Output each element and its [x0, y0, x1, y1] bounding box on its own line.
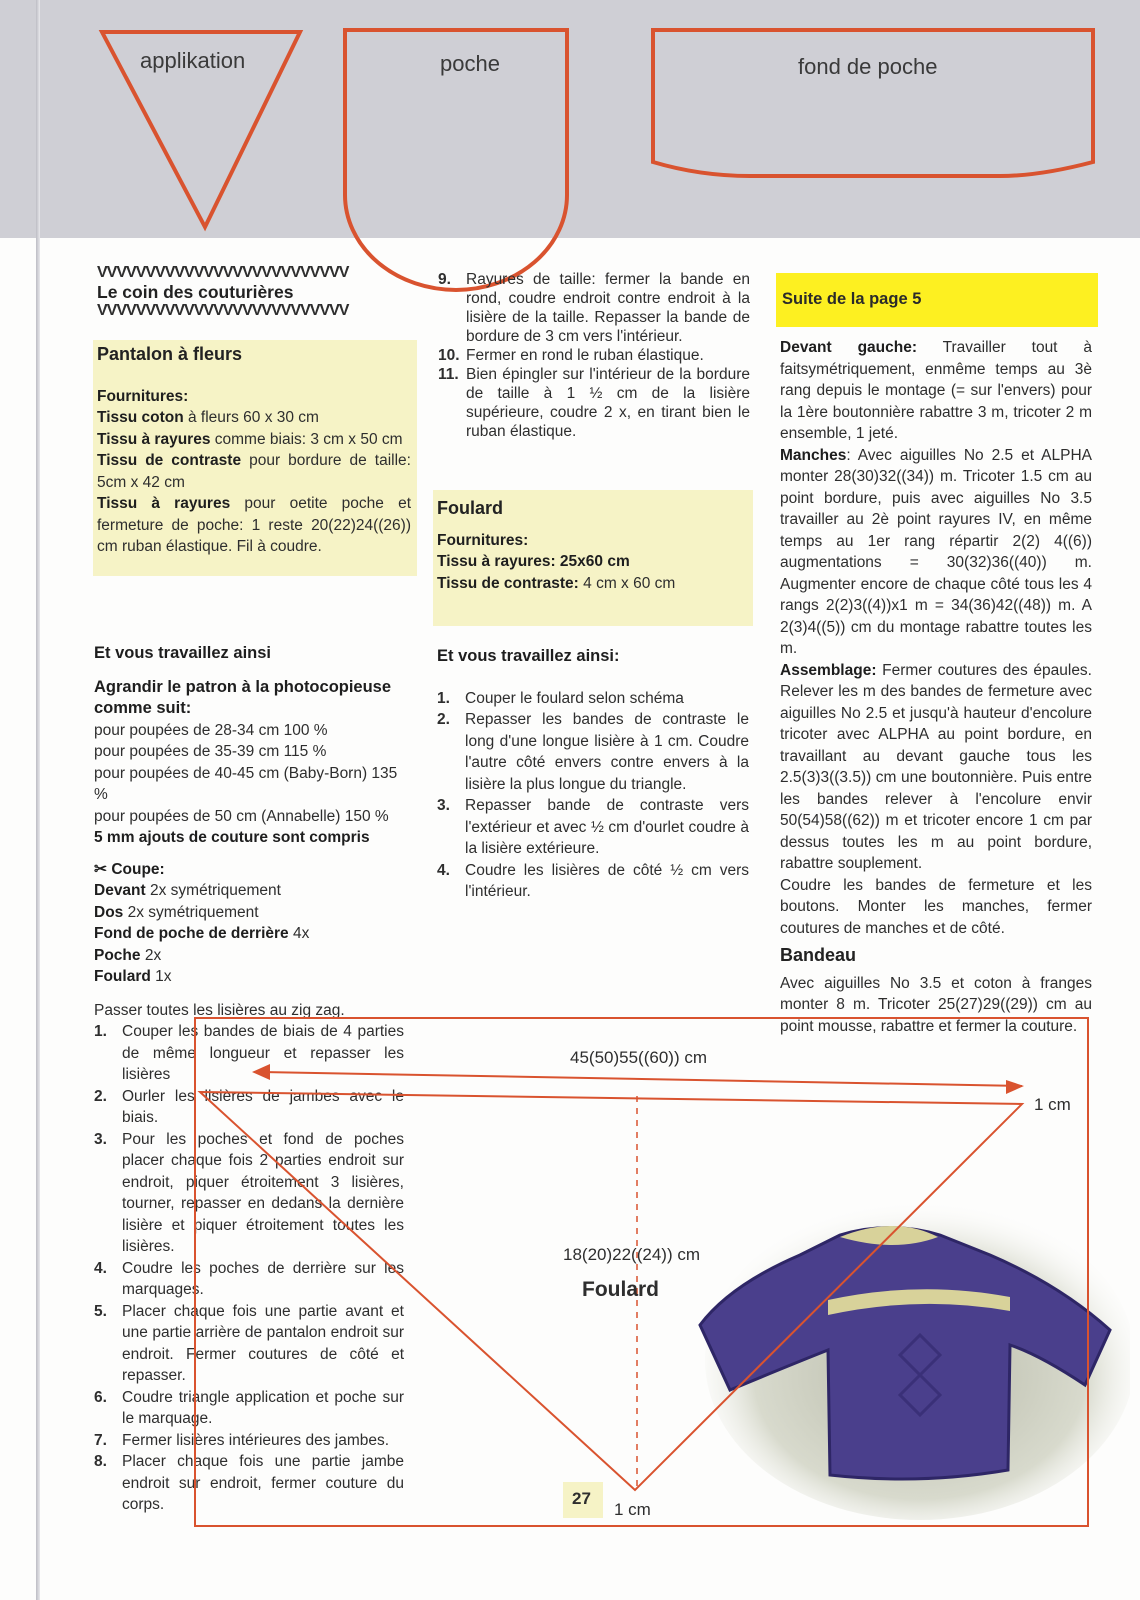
- fourniture-item: Tissu de contraste pour bordure de taille: 5cm x 42 cm: [97, 452, 411, 491]
- width-label: 45(50)55((60)) cm: [570, 1048, 707, 1067]
- fourniture-item: Tissu coton à fleurs 60 x 30 cm: [97, 409, 319, 426]
- enlarge-line: pour poupées de 40-45 cm (Baby-Born) 135 %: [94, 764, 398, 803]
- coupe-title: ✂ Coupe:: [94, 860, 165, 878]
- corner-title: Le coin des couturières: [97, 282, 294, 302]
- column-2-top: [438, 270, 750, 441]
- step-item: 8. Placer chaque fois une partie jambe endroit sur endroit, fermer couture du corps.: [94, 1453, 404, 1513]
- manches-text: Manches: Avec aiguilles No 2.5 et ALPHA monter 28(30)32((34)) m. Tricoter 1.5 cm au point bordure, puis avec aiguilles No 3.5 travailler au 2è point rayures IV, en même temps au 1er rang répartir 2(2) 4((6)) augmentations = 30(32)36((40)) m. Augmenter encore de chaque côté tous les 4 rangs 2(2)3((4))x1 m = 34(36)42((48)) m. A 2(3)4((5)) cm du montage rabattre toutes les m.: [780, 446, 1092, 657]
- step-item: 9. Rayures de taille: fermer la bande en rond, coudre endroit contre endroit à la lisière de la taille. Repasser la bande de bordure de 3 cm vers l'intérieur.: [438, 271, 750, 345]
- step-item: 7. Fermer lisières intérieures des jambes.: [94, 1431, 390, 1449]
- scissors-icon: ✂: [94, 860, 107, 878]
- fournitures-label: Fournitures:: [97, 387, 189, 405]
- page-fold: [36, 0, 40, 1600]
- right-margin-label: 1 cm: [1034, 1095, 1071, 1114]
- arrow-head-right-icon: [1006, 1080, 1024, 1094]
- step-item: 3. Pour les poches et fond de poches placer chaque fois 2 parties endroit sur endroit, piquer étroitement 3 lisières, tourner, repasser en dedans la dernière lisière et piquer étroitement toutes les lisières.: [94, 1130, 404, 1255]
- diagram-name: Foulard: [582, 1278, 659, 1301]
- step-item: 10. Fermer en rond le ruban élastique.: [438, 347, 704, 364]
- bandeau-title: Bandeau: [780, 945, 857, 965]
- coupe-item: Devant 2x symétriquement: [94, 882, 281, 899]
- deco-line: VVVVVVVVVVVVVVVVVVVVVVVVVV: [97, 264, 349, 281]
- fourniture-item: Tissu à rayures: 25x60 cm: [437, 553, 630, 570]
- suite-banner-text: Suite de la page 5: [782, 290, 922, 308]
- bandeau-text: Avec aiguilles No 3.5 et coton à franges monter 8 m. Tricoter 25(27)29((29)) cm au point mousse, rabattre et fermer la couture.: [780, 974, 1092, 1035]
- foulard-steps: [437, 688, 749, 903]
- pantalon-box: [93, 340, 417, 576]
- devant-gauche-text: Devant gauche: Travailler tout à faitsymétriquement, enmême temps au 3è rang depuis le montage (= sur l'envers) pour la 1ère boutonnière rabattre 3 m, tricoter 2 m ensemble, 1 jeté.: [780, 339, 1092, 442]
- applikation-label: applikation: [140, 48, 246, 73]
- page-number: 27: [572, 1489, 591, 1508]
- deco-line: VVVVVVVVVVVVVVVVVVVVVVVVVV: [97, 302, 349, 319]
- step-item: 4. Coudre les poches de derrière sur les marquages.: [94, 1259, 404, 1298]
- assemblage-text: Assemblage: Fermer coutures des épaules. Relever les m des bandes de fermeture avec aiguilles No 2.5 et jusqu'à hauteur d'encolure tricoter avec ALPHA au point bordure, en travaillant au devant gauche tous les 2.5(3)3((3.5)) cm une boutonnière. Puis entre les bandes relever à l'encolure envir 50(54)58((62)) m et tricoter encore 1 cm par dessus toutes les m au point bordure, rabattre souplement.: [780, 661, 1092, 872]
- enlarge-line: pour poupées de 28-34 cm 100 %: [94, 721, 328, 739]
- enlarge-line: pour poupées de 50 cm (Annabelle) 150 %: [94, 807, 389, 825]
- enlarge-note: 5 mm ajouts de couture sont compris: [94, 829, 370, 846]
- coudre-text: Coudre les bandes de fermeture et les boutons. Monter les manches, fermer coutures de manches et de côté.: [780, 876, 1092, 937]
- step-item: 5. Placer chaque fois une partie avant et une partie arrière de pantalon endroit sur endroit. Fermer coutures de côté et repasser.: [94, 1302, 404, 1384]
- coupe-item: Poche 2x: [94, 946, 162, 964]
- step-item: 4. Coudre les lisières de côté ½ cm vers l'intérieur.: [437, 861, 749, 900]
- coupe-item: Foulard 1x: [94, 968, 172, 985]
- pantalon-title: Pantalon à fleurs: [97, 344, 243, 364]
- work-title: Et vous travaillez ainsi:: [437, 647, 620, 665]
- step-item: 1. Couper le foulard selon schéma: [437, 689, 684, 707]
- step-item: 3. Repasser bande de contraste vers l'extérieur et avec ½ cm d'ourlet coudre à la lisière extérieure.: [437, 797, 749, 857]
- poche-label: poche: [440, 51, 500, 76]
- bottom-margin-label: 1 cm: [614, 1500, 651, 1519]
- suite-banner: [776, 273, 1098, 327]
- fourniture-item: Tissu de contraste: 4 cm x 60 cm: [437, 574, 676, 592]
- enlarge-title: Agrandir le patron à la photocopieuse comme suit:: [94, 677, 392, 717]
- coupe-item: Dos 2x symétriquement: [94, 903, 259, 921]
- pantalon-steps-cont: [438, 270, 750, 441]
- foulard-box: [433, 490, 753, 626]
- step-item: 2. Ourler les lisières de jambes avec le biais.: [94, 1087, 404, 1126]
- step-item: 6. Coudre triangle application et poche sur le marquage.: [94, 1388, 404, 1427]
- height-label: 18(20)22((24)) cm: [563, 1245, 700, 1264]
- step-item: 11. Bien épingler sur l'intérieur de la bordure de taille à 1 ½ cm de la lisière supérieure, coudre 2 x, en tirant bien le ruban élastique.: [438, 366, 750, 440]
- work-title: Et vous travaillez ainsi: [94, 644, 271, 662]
- step-item: 1. Couper les bandes de biais de 4 parties de même longueur et repasser les lisières: [94, 1023, 404, 1083]
- pattern-band: [0, 0, 1140, 238]
- column-3: [780, 337, 1092, 1037]
- fourniture-item: Tissu à rayures pour oetite poche et fermeture de poche: 1 reste 20(22)24((26)) cm ruban élastique. Fil à coudre.: [97, 495, 412, 555]
- coupe-item: Fond de poche de derrière 4x: [94, 925, 310, 942]
- column-1: [97, 265, 407, 319]
- step-item: 2. Repasser les bandes de contraste le long d'une longue lisière à 1 cm. Coudre l'autre côté envers contre envers à la lisière la plus longue du triangle.: [437, 711, 749, 793]
- fournitures-label: Fournitures:: [437, 531, 529, 549]
- page-number-box: [563, 1482, 603, 1518]
- pantalon-steps: [94, 1021, 404, 1516]
- foulard-title: Foulard: [437, 498, 503, 518]
- foulard-instructions: [437, 646, 749, 903]
- sweater-photo: [690, 1185, 1130, 1525]
- fond-de-poche-label: fond de poche: [798, 54, 938, 79]
- pantalon-instructions: [94, 643, 408, 1516]
- fourniture-item: Tissu à rayures comme biais: 3 cm x 50 cm: [97, 430, 403, 448]
- enlarge-line: pour poupées de 35-39 cm 115 %: [94, 743, 327, 760]
- intro-text: Passer toutes les lisières au zig zag.: [94, 1001, 345, 1019]
